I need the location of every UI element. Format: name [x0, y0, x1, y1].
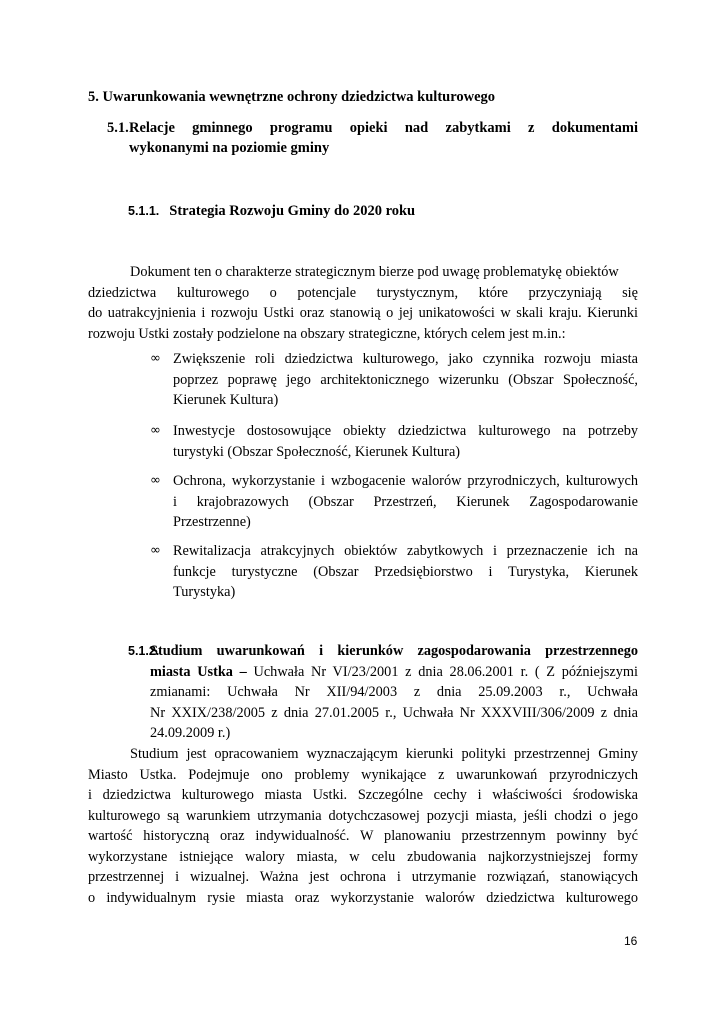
section-5-1-1-heading — [128, 202, 415, 221]
paragraph-line: wykorzystane istniejące walory miasta, w celu zbudowania najkorzystniejszej formy — [88, 848, 638, 865]
section-5-1-2-resolution-text: Uchwała Nr VI/23/2001 z dnia 28.06.2001 r. ( Z późniejszymi — [246, 663, 638, 680]
section-5-1-title-line: wykonanymi na poziomie gminy — [129, 140, 330, 156]
list-item-line: turystyki (Obszar Społeczność, Kierunek Kultura) — [173, 443, 461, 460]
section-5-1-2-number: 5.1.2. — [128, 644, 160, 658]
infinity-bullet-icon: ∞ — [150, 543, 161, 558]
paragraph-line: wartość historyczną oraz indywidualność. W planowaniu przestrzennym powinny być — [88, 828, 638, 844]
infinity-bullet-icon: ∞ — [150, 351, 161, 366]
infinity-bullet-icon: ∞ — [150, 423, 161, 438]
section-5-heading: 5. Uwarunkowania wewnętrzne ochrony dziedzictwa kulturowego — [88, 89, 496, 105]
section-5-1-2-title-line — [150, 662, 638, 683]
list-item-line: Inwestycje dostosowujące obiekty dziedzictwa kulturowego na potrzeby — [173, 423, 638, 439]
paragraph-line: o indywidualnym rysie miasta oraz wykorzystanie walorów dziedzictwa kulturowego — [88, 889, 638, 906]
list-item-line: Ochrona, wykorzystanie i wzbogacenie walorów przyrodniczych, kulturowych — [173, 473, 638, 489]
paragraph-line: Dokument ten o charakterze strategicznym bierze pod uwagę problematykę obiektów — [130, 264, 619, 280]
paragraph-line: do uatrakcyjnienia i rozwoju Ustki oraz stanowią o jej unikatowości w skali kraju. Kierunki — [88, 305, 638, 321]
list-item-line: Kierunek Kultura) — [173, 392, 279, 408]
list-item-line: Przestrzenne) — [173, 514, 251, 530]
section-5-1-1-number: 5.1.1. — [128, 204, 160, 218]
section-5-1-2-resolution-line: zmianami: Uchwała Nr XII/94/2003 z dnia 25.09.2003 r., Uchwała — [150, 684, 638, 700]
paragraph-line: Studium jest opracowaniem wyznaczającym kierunki polityki przestrzennej Gminy — [130, 746, 638, 762]
section-5-1-2-title-line — [150, 641, 638, 662]
list-item-line: i krajobrazowych (Obszar Przestrzeń, Kierunek Zagospodarowanie — [173, 493, 638, 510]
section-5-1-title-line: Relacje gminnego programu opieki nad zabytkami z dokumentami — [129, 120, 638, 136]
list-item-line: funkcje turystyczne (Obszar Przedsiębiorstwo i Turystyka, Kierunek — [173, 563, 638, 580]
page-number: 16 — [624, 934, 638, 948]
paragraph-line: i dziedzictwa kulturowego miasta Ustki. Szczególne cechy i właściwości środowiska — [88, 787, 638, 803]
list-item-line: poprzez poprawę jego architektonicznego wizerunku (Obszar Społeczność, — [173, 371, 638, 388]
section-5-1-2-title-bold: Studium uwarunkowań i kierunków zagospodarowania przestrzennego — [150, 643, 638, 659]
section-5-1-2-title-bold: miasta Ustka – — [150, 663, 247, 680]
paragraph-line: rozwoju Ustki zostały podzielone na obszary strategiczne, których celem jest m.in.: — [88, 325, 566, 342]
intro-paragraph — [88, 262, 638, 344]
section-5-1-2-resolution-line: Nr XXIX/238/2005 z dnia 27.01.2005 r., Uchwała Nr XXXVIII/306/2009 z dnia — [150, 704, 638, 721]
section-5-1-2-resolution-line: 24.09.2009 r.) — [150, 725, 231, 741]
infinity-bullet-icon: ∞ — [150, 473, 161, 488]
list-item-line: Zwiększenie roli dziedzictwa kulturowego, jako czynnika rozwoju miasta — [173, 351, 638, 367]
studium-paragraph — [88, 744, 638, 908]
paragraph-line: dziedzictwa kulturowego o potencjale turystycznym, które przyczyniają się — [88, 284, 638, 301]
paragraph-line: przestrzennej i wizualnej. Ważna jest ochrona i utrzymanie rozwiązań, stanowiących — [88, 869, 638, 885]
section-5-1-1-title: Strategia Rozwoju Gminy do 2020 roku — [169, 203, 416, 219]
paragraph-line: Miasto Ustka. Podejmuje ono problemy wynikające z uwarunkowań przyrodniczych — [88, 766, 638, 783]
paragraph-line: kulturowego są warunkiem utrzymania dotychczasowej pozycji miasta, jeśli chodzi o jego — [88, 807, 638, 824]
section-5-1-number: 5.1. — [107, 120, 129, 136]
list-item-line: Rewitalizacja atrakcyjnych obiektów zabytkowych i przeznaczenie ich na — [173, 543, 638, 559]
list-item-line: Turystyka) — [173, 584, 236, 600]
